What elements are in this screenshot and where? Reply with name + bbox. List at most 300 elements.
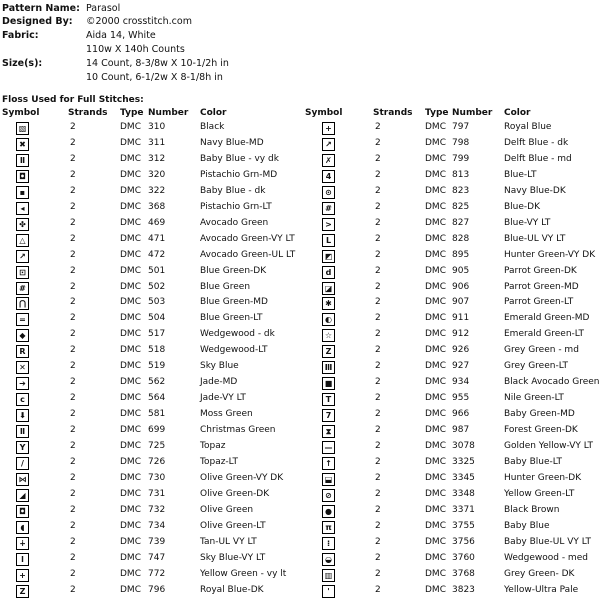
table-row — [0, 120, 300, 137]
type-cell: DMC — [120, 201, 141, 212]
number-cell: 3768 — [452, 568, 475, 579]
number-cell: 813 — [452, 169, 470, 180]
table-row — [0, 519, 300, 536]
type-cell: DMC — [425, 265, 446, 276]
strands-cell: 2 — [70, 377, 76, 388]
color-name-cell: Christmas Green — [200, 425, 276, 436]
number-cell: 564 — [148, 393, 166, 404]
number-cell: 823 — [452, 185, 470, 196]
symbol-icon: Z — [322, 345, 335, 358]
number-cell: 907 — [452, 297, 470, 308]
table-row — [305, 471, 600, 488]
strands-cell: 2 — [70, 409, 76, 420]
color-name-cell: Yellow Green-LT — [504, 488, 575, 499]
symbol-icon: ◪ — [322, 282, 335, 295]
symbol-icon: ↗ — [322, 138, 335, 151]
strands-cell: 2 — [70, 456, 76, 467]
designer-value: ©2000 crosstitch.com — [86, 16, 192, 27]
symbol-icon: ⬇ — [16, 409, 29, 422]
type-cell: DMC — [120, 185, 141, 196]
type-cell: DMC — [425, 568, 446, 579]
table-row — [0, 184, 300, 201]
symbol-icon: ⧗ — [322, 425, 335, 438]
color-name-cell: Pistachio Grn-LT — [200, 201, 272, 212]
strands-cell: 2 — [375, 281, 381, 292]
type-cell: DMC — [120, 472, 141, 483]
table-row — [0, 136, 300, 153]
number-cell: 734 — [148, 520, 166, 531]
size-label: Size(s): — [2, 58, 43, 69]
strands-cell: 2 — [70, 552, 76, 563]
color-name-cell: Olive Green-VY DK — [200, 472, 284, 483]
number-cell: 502 — [148, 281, 166, 292]
type-cell: DMC — [120, 265, 141, 276]
number-cell: 472 — [148, 249, 166, 260]
type-cell: DMC — [425, 361, 446, 372]
color-name-cell: Parrot Green-MD — [504, 281, 579, 292]
table-row — [305, 407, 600, 424]
type-cell: DMC — [120, 504, 141, 515]
color-name-cell: Blue-UL VY LT — [504, 233, 566, 244]
table-row — [305, 248, 600, 265]
type-cell: DMC — [120, 233, 141, 244]
type-header: Type — [120, 108, 144, 118]
number-cell: 731 — [148, 488, 166, 499]
symbol-icon: ◖ — [16, 521, 29, 534]
symbol-icon: ▪ — [16, 186, 29, 199]
table-row — [0, 280, 300, 297]
number-cell: 730 — [148, 472, 166, 483]
color-name-cell: Baby Blue-UL VY LT — [504, 536, 592, 547]
table-row — [0, 152, 300, 169]
number-cell: 905 — [452, 265, 470, 276]
table-row — [305, 567, 600, 584]
type-cell: DMC — [425, 456, 446, 467]
number-cell: 798 — [452, 137, 470, 148]
table-row — [0, 200, 300, 217]
table-row — [0, 359, 300, 376]
type-cell: DMC — [425, 520, 446, 531]
symbol-icon: ↗ — [16, 250, 29, 263]
strands-cell: 2 — [70, 137, 76, 148]
type-cell: DMC — [425, 393, 446, 404]
table-row — [0, 232, 300, 249]
color-name-cell: Blue-VY LT — [504, 217, 551, 228]
symbol-icon: ◩ — [322, 250, 335, 263]
type-cell: DMC — [120, 137, 141, 148]
strands-cell: 2 — [70, 297, 76, 308]
color-name-cell: Topaz-LT — [200, 456, 238, 467]
strands-cell: 2 — [70, 217, 76, 228]
table-row — [305, 136, 600, 153]
type-cell: DMC — [120, 377, 141, 388]
strands-cell: 2 — [70, 169, 76, 180]
type-cell: DMC — [425, 552, 446, 563]
number-cell: 828 — [452, 233, 470, 244]
type-cell: DMC — [120, 122, 141, 132]
table-row — [0, 327, 300, 344]
strands-cell: 2 — [375, 233, 381, 244]
number-cell: 518 — [148, 345, 166, 356]
color-name-cell: Baby Blue — [504, 520, 550, 531]
table-row — [0, 487, 300, 504]
color-name-cell: Yellow-Ultra Pale — [504, 584, 579, 595]
strands-cell: 2 — [375, 504, 381, 515]
color-name-cell: Navy Blue-DK — [504, 185, 566, 196]
number-cell: 3348 — [452, 488, 475, 499]
strands-cell: 2 — [375, 441, 381, 451]
strands-cell: 2 — [70, 361, 76, 372]
strands-cell: 2 — [70, 504, 76, 515]
number-cell: 581 — [148, 409, 166, 420]
symbol-icon: ∔ — [16, 537, 29, 550]
strands-cell: 2 — [375, 425, 381, 436]
symbol-icon: Z — [16, 585, 29, 598]
pattern-name-label: Pattern Name: — [2, 3, 80, 14]
color-name-cell: Delft Blue - dk — [504, 137, 569, 148]
type-cell: DMC — [120, 169, 141, 180]
table-row — [305, 168, 600, 185]
color-name-cell: Navy Blue-MD — [200, 137, 264, 148]
symbol-icon: ◢ — [16, 489, 29, 502]
type-cell: DMC — [425, 536, 446, 547]
symbol-icon: + — [322, 122, 335, 135]
number-cell: 797 — [452, 122, 470, 132]
type-cell: DMC — [120, 217, 141, 228]
strands-cell: 2 — [375, 122, 381, 132]
symbol-icon: △ — [16, 234, 29, 247]
table-row — [305, 535, 600, 552]
strands-cell: 2 — [375, 409, 381, 420]
color-name-cell: Emerald Green-LT — [504, 329, 585, 340]
type-cell: DMC — [120, 313, 141, 324]
number-cell: 955 — [452, 393, 470, 404]
symbol-icon: ▧ — [16, 122, 29, 135]
type-cell: DMC — [425, 297, 446, 308]
color-name-cell: Royal Blue — [504, 122, 552, 132]
table-row — [305, 503, 600, 520]
strands-cell: 2 — [375, 169, 381, 180]
strands-cell: 2 — [375, 472, 381, 483]
symbol-icon: 7 — [322, 409, 335, 422]
number-cell: 504 — [148, 313, 166, 324]
table-row — [0, 391, 300, 408]
symbol-icon: ↑ — [322, 457, 335, 470]
table-row — [0, 551, 300, 568]
symbol-icon: T — [322, 393, 335, 406]
type-cell: DMC — [425, 313, 446, 324]
symbol-icon: ◘ — [16, 170, 29, 183]
strands-cell: 2 — [70, 488, 76, 499]
color-name-cell: Wedgewood-LT — [200, 345, 268, 356]
symbol-icon: c — [16, 393, 29, 406]
size-line-1: 14 Count, 8-3/8w X 10-1/2h in — [86, 58, 229, 69]
symbol-icon: d — [322, 266, 335, 279]
type-cell: DMC — [425, 345, 446, 356]
strands-cell: 2 — [375, 520, 381, 531]
number-cell: 732 — [148, 504, 166, 515]
color-name-cell: Pistachio Grn-MD — [200, 169, 278, 180]
type-cell: DMC — [120, 568, 141, 579]
number-cell: 311 — [148, 137, 166, 148]
type-cell: DMC — [120, 361, 141, 372]
color-header: Color — [504, 108, 531, 118]
number-cell: 987 — [452, 425, 470, 436]
strands-cell: 2 — [375, 536, 381, 547]
table-row — [0, 455, 300, 472]
strands-cell: 2 — [70, 568, 76, 579]
color-name-cell: Grey Green- DK — [504, 568, 575, 579]
table-row — [0, 583, 300, 600]
color-name-cell: Olive Green-LT — [200, 520, 266, 531]
table-row — [305, 280, 600, 297]
color-name-cell: Delft Blue - md — [504, 153, 572, 164]
symbol-icon: ⋈ — [16, 473, 29, 486]
table-row — [0, 471, 300, 488]
number-cell: 312 — [148, 153, 166, 164]
type-cell: DMC — [120, 584, 141, 595]
color-name-cell: Blue Green — [200, 281, 251, 292]
type-cell: DMC — [120, 456, 141, 467]
symbol-icon: ✱ — [322, 297, 335, 310]
symbol-icon: ▥ — [322, 569, 335, 582]
table-row — [305, 375, 600, 392]
type-cell: DMC — [425, 217, 446, 228]
color-name-cell: Wedgewood - med — [504, 552, 588, 563]
number-cell: 310 — [148, 122, 166, 132]
strands-cell: 2 — [70, 201, 76, 212]
table-row — [0, 295, 300, 312]
color-name-cell: Nile Green-LT — [504, 393, 564, 404]
strands-cell: 2 — [375, 393, 381, 404]
table-row — [305, 343, 600, 360]
color-name-cell: Blue-DK — [504, 201, 540, 212]
pattern-name-value: Parasol — [86, 3, 121, 14]
type-cell: DMC — [120, 536, 141, 547]
strands-cell: 2 — [375, 185, 381, 196]
strands-cell: 2 — [70, 329, 76, 340]
number-cell: 699 — [148, 425, 166, 436]
color-name-cell: Golden Yellow-VY LT — [504, 441, 594, 451]
color-name-cell: Grey Green - md — [504, 345, 579, 356]
strands-cell: 2 — [375, 313, 381, 324]
type-cell: DMC — [425, 409, 446, 420]
symbol-icon: Y — [16, 441, 29, 454]
symbol-icon: ⊡ — [16, 266, 29, 279]
color-name-cell: Avocado Green — [200, 217, 269, 228]
table-row — [305, 184, 600, 201]
color-name-cell: Jade-VY LT — [200, 393, 246, 404]
number-cell: 747 — [148, 552, 166, 563]
table-row — [0, 375, 300, 392]
fabric-line-1: Aida 14, White — [86, 30, 156, 41]
type-cell: DMC — [425, 169, 446, 180]
table-row — [305, 391, 600, 408]
symbol-icon: > — [322, 218, 335, 231]
number-cell: 966 — [452, 409, 470, 420]
number-cell: 726 — [148, 456, 166, 467]
strands-cell: 2 — [70, 265, 76, 276]
strands-cell: 2 — [375, 201, 381, 212]
fabric-label: Fabric: — [2, 30, 39, 41]
symbol-icon: ' — [322, 585, 335, 598]
type-cell: DMC — [425, 584, 446, 595]
type-cell: DMC — [425, 281, 446, 292]
number-cell: 926 — [452, 345, 470, 356]
color-name-cell: Yellow Green - vy lt — [200, 568, 287, 579]
color-header: Color — [200, 108, 227, 118]
color-name-cell: Olive Green — [200, 504, 254, 515]
strands-cell: 2 — [70, 345, 76, 356]
type-cell: DMC — [425, 185, 446, 196]
type-cell: DMC — [120, 520, 141, 531]
color-name-cell: Blue Green-MD — [200, 297, 268, 308]
number-header: Number — [452, 108, 493, 118]
symbol-icon: Ⅱ — [16, 425, 29, 438]
type-cell: DMC — [120, 281, 141, 292]
symbol-icon: ⋂ — [16, 297, 29, 310]
type-header: Type — [425, 108, 449, 118]
symbol-icon: ✤ — [16, 218, 29, 231]
symbol-icon: ◂ — [16, 202, 29, 215]
type-cell: DMC — [425, 201, 446, 212]
color-name-cell: Olive Green-DK — [200, 488, 270, 499]
type-cell: DMC — [120, 552, 141, 563]
symbol-icon: ⊘ — [322, 489, 335, 502]
symbol-icon: ⅼ — [16, 553, 29, 566]
table-row — [305, 120, 600, 137]
number-cell: 3755 — [452, 520, 475, 531]
color-name-cell: Wedgewood - dk — [200, 329, 275, 340]
table-row — [305, 439, 600, 456]
floss-section-title: Floss Used for Full Stitches: — [2, 95, 144, 105]
strands-cell: 2 — [375, 153, 381, 164]
color-name-cell: Parrot Green-LT — [504, 297, 574, 308]
type-cell: DMC — [120, 345, 141, 356]
table-row — [305, 295, 600, 312]
color-name-cell: Baby Blue - vy dk — [200, 153, 279, 164]
type-cell: DMC — [425, 472, 446, 483]
type-cell: DMC — [425, 441, 446, 451]
strands-cell: 2 — [375, 584, 381, 595]
strands-cell: 2 — [375, 217, 381, 228]
strands-cell: 2 — [375, 552, 381, 563]
strands-cell: 2 — [70, 313, 76, 324]
color-name-cell: Black — [200, 122, 225, 132]
number-cell: 934 — [452, 377, 470, 388]
symbol-icon: ● — [322, 505, 335, 518]
strands-cell: 2 — [375, 361, 381, 372]
type-cell: DMC — [425, 122, 446, 132]
type-cell: DMC — [425, 425, 446, 436]
symbol-icon: ■ — [322, 377, 335, 390]
strands-cell: 2 — [375, 345, 381, 356]
color-name-cell: Black Brown — [504, 504, 560, 515]
number-cell: 739 — [148, 536, 166, 547]
table-row — [305, 359, 600, 376]
table-row — [305, 583, 600, 600]
strands-cell: 2 — [375, 137, 381, 148]
color-name-cell: Blue Green-DK — [200, 265, 267, 276]
symbol-icon: = — [16, 313, 29, 326]
color-name-cell: Avocado Green-UL LT — [200, 249, 296, 260]
symbol-icon: — — [322, 441, 335, 454]
number-cell: 827 — [452, 217, 470, 228]
type-cell: DMC — [120, 425, 141, 436]
symbol-icon: 4 — [322, 170, 335, 183]
color-name-cell: Tan-UL VY LT — [200, 536, 257, 547]
strands-cell: 2 — [70, 425, 76, 436]
color-name-cell: Blue-LT — [504, 169, 537, 180]
number-cell: 368 — [148, 201, 166, 212]
number-cell: 927 — [452, 361, 470, 372]
symbol-icon: ◐ — [322, 313, 335, 326]
color-name-cell: Forest Green-DK — [504, 425, 578, 436]
color-name-cell: Jade-MD — [200, 377, 238, 388]
number-cell: 772 — [148, 568, 166, 579]
table-row — [0, 567, 300, 584]
color-name-cell: Hunter Green-DK — [504, 472, 582, 483]
type-cell: DMC — [425, 233, 446, 244]
strands-cell: 2 — [375, 568, 381, 579]
type-cell: DMC — [120, 488, 141, 499]
symbol-icon: ✖ — [16, 138, 29, 151]
number-cell: 3371 — [452, 504, 475, 515]
type-cell: DMC — [120, 297, 141, 308]
fabric-line-2: 110w X 140h Counts — [86, 44, 185, 55]
strands-cell: 2 — [70, 281, 76, 292]
type-cell: DMC — [425, 504, 446, 515]
type-cell: DMC — [425, 329, 446, 340]
number-cell: 517 — [148, 329, 166, 340]
color-name-cell: Sky Blue — [200, 361, 239, 372]
strands-cell: 2 — [70, 233, 76, 244]
table-row — [0, 216, 300, 233]
strands-cell: 2 — [375, 377, 381, 388]
type-cell: DMC — [120, 441, 141, 451]
strands-cell: 2 — [70, 472, 76, 483]
strands-cell: 2 — [70, 153, 76, 164]
number-cell: 906 — [452, 281, 470, 292]
strands-cell: 2 — [375, 488, 381, 499]
number-cell: 322 — [148, 185, 166, 196]
type-cell: DMC — [425, 153, 446, 164]
symbol-icon: ⁝ — [322, 537, 335, 550]
floss-table-right — [305, 108, 600, 596]
strands-header: Strands — [68, 108, 108, 118]
color-name-cell: Parrot Green-DK — [504, 265, 577, 276]
symbol-icon: ➔ — [16, 377, 29, 390]
strands-cell: 2 — [70, 249, 76, 260]
strands-cell: 2 — [70, 536, 76, 547]
type-cell: DMC — [425, 249, 446, 260]
symbol-icon: # — [16, 282, 29, 295]
color-name-cell: Baby Green-MD — [504, 409, 575, 420]
number-cell: 469 — [148, 217, 166, 228]
table-row — [0, 248, 300, 265]
type-cell: DMC — [425, 488, 446, 499]
strands-header: Strands — [373, 108, 413, 118]
number-cell: 3345 — [452, 472, 475, 483]
table-row — [305, 232, 600, 249]
color-name-cell: Grey Green-LT — [504, 361, 568, 372]
table-row — [0, 168, 300, 185]
type-cell: DMC — [120, 329, 141, 340]
type-cell: DMC — [120, 393, 141, 404]
table-row — [305, 455, 600, 472]
strands-cell: 2 — [70, 520, 76, 531]
symbol-icon: L — [322, 234, 335, 247]
